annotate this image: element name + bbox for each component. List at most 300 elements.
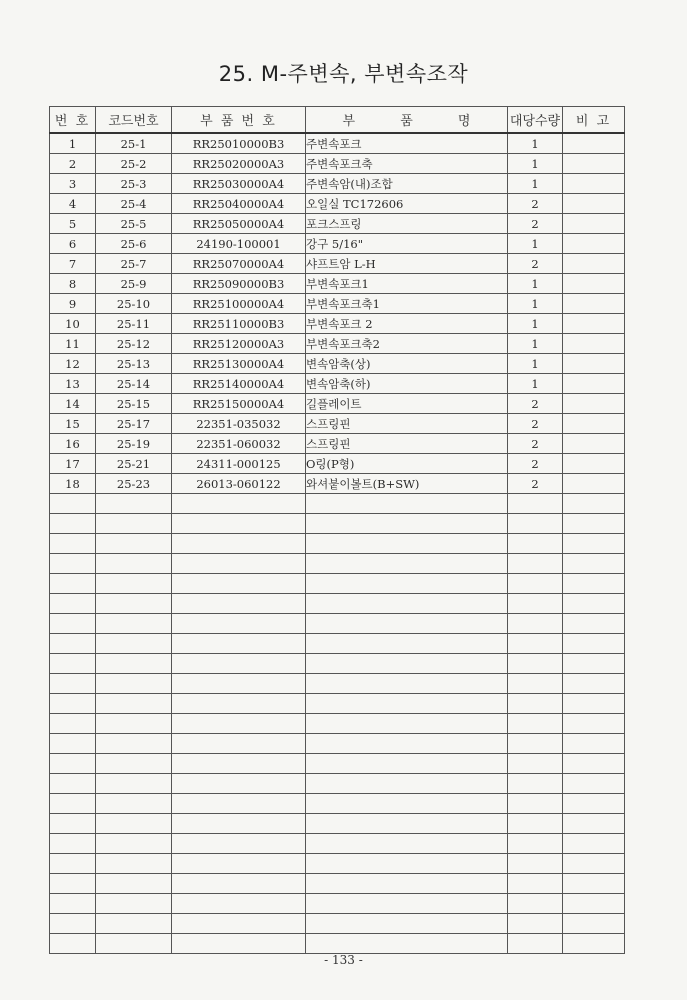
cell-code: 25-7 [96,254,172,274]
cell-part-no [172,534,306,554]
cell-remarks [563,554,625,574]
cell-remarks [563,434,625,454]
cell-qty: 1 [508,133,563,154]
cell-code: 25-5 [96,214,172,234]
cell-part-no: 24311-000125 [172,454,306,474]
parts-table [49,106,625,954]
cell-name: 샤프트암 L-H [306,254,508,274]
cell-name: 주변속포크축 [306,154,508,174]
cell-qty [508,634,563,654]
cell-code: 25-2 [96,154,172,174]
cell-no: 4 [50,194,96,214]
cell-code [96,594,172,614]
table-row [50,254,625,274]
cell-no: 3 [50,174,96,194]
cell-qty: 1 [508,234,563,254]
cell-part-no [172,854,306,874]
cell-remarks [563,133,625,154]
header-name [306,107,508,134]
blank-row [50,934,625,954]
cell-part-no [172,554,306,574]
table-row [50,474,625,494]
cell-no [50,574,96,594]
cell-qty [508,754,563,774]
cell-no [50,634,96,654]
cell-code [96,654,172,674]
cell-no [50,914,96,934]
cell-qty: 1 [508,174,563,194]
blank-row [50,734,625,754]
cell-code [96,874,172,894]
cell-no [50,714,96,734]
cell-code [96,494,172,514]
table-row [50,314,625,334]
cell-qty [508,514,563,534]
blank-row [50,534,625,554]
cell-no [50,494,96,514]
cell-code [96,894,172,914]
cell-no [50,934,96,954]
cell-qty: 2 [508,254,563,274]
cell-code [96,934,172,954]
cell-code: 25-4 [96,194,172,214]
cell-qty [508,854,563,874]
cell-remarks [563,234,625,254]
cell-part-no [172,674,306,694]
cell-qty [508,874,563,894]
cell-code: 25-14 [96,374,172,394]
cell-name [306,794,508,814]
cell-part-no [172,594,306,614]
cell-qty: 2 [508,214,563,234]
cell-part-no [172,874,306,894]
cell-name: 변속암축(하) [306,374,508,394]
cell-qty: 2 [508,414,563,434]
header-name-char-2: 품 [400,114,413,129]
cell-no: 5 [50,214,96,234]
cell-name [306,774,508,794]
blank-row [50,614,625,634]
cell-no [50,674,96,694]
cell-qty [508,654,563,674]
table-row [50,394,625,414]
cell-remarks [563,694,625,714]
cell-no: 12 [50,354,96,374]
cell-remarks [563,674,625,694]
header-qty: 대당수량 [508,107,563,134]
cell-part-no: 22351-035032 [172,414,306,434]
cell-code: 25-21 [96,454,172,474]
table-row [50,354,625,374]
blank-row [50,574,625,594]
cell-no: 6 [50,234,96,254]
cell-part-no [172,934,306,954]
cell-remarks [563,814,625,834]
cell-part-no [172,794,306,814]
cell-remarks [563,914,625,934]
cell-code [96,754,172,774]
table-row [50,274,625,294]
cell-remarks [563,474,625,494]
blank-row [50,654,625,674]
cell-remarks [563,194,625,214]
cell-name [306,494,508,514]
cell-part-no: RR25020000A3 [172,154,306,174]
cell-name [306,574,508,594]
blank-row [50,674,625,694]
cell-name: 와셔붙이볼트(B+SW) [306,474,508,494]
cell-qty: 2 [508,434,563,454]
cell-no [50,694,96,714]
cell-qty: 1 [508,354,563,374]
header-no: 번 호 [50,107,96,134]
cell-remarks [563,294,625,314]
cell-name: 스프링핀 [306,434,508,454]
cell-part-no [172,914,306,934]
cell-name [306,594,508,614]
cell-remarks [563,734,625,754]
cell-qty: 2 [508,474,563,494]
cell-code [96,714,172,734]
cell-code: 25-9 [96,274,172,294]
cell-part-no: RR25110000B3 [172,314,306,334]
cell-remarks [563,614,625,634]
cell-part-no: RR25100000A4 [172,294,306,314]
cell-part-no: RR25090000B3 [172,274,306,294]
cell-code [96,774,172,794]
cell-code [96,634,172,654]
blank-row [50,714,625,734]
cell-part-no [172,774,306,794]
cell-qty: 1 [508,154,563,174]
cell-qty: 1 [508,314,563,334]
cell-remarks [563,214,625,234]
cell-no [50,794,96,814]
cell-part-no: 26013-060122 [172,474,306,494]
cell-no [50,854,96,874]
cell-remarks [563,494,625,514]
cell-no: 15 [50,414,96,434]
cell-no [50,874,96,894]
blank-row [50,894,625,914]
cell-name [306,634,508,654]
blank-row [50,594,625,614]
table-row [50,154,625,174]
cell-no: 9 [50,294,96,314]
blank-row [50,914,625,934]
table-row [50,174,625,194]
cell-remarks [563,354,625,374]
cell-no: 17 [50,454,96,474]
cell-qty [508,674,563,694]
cell-qty [508,714,563,734]
cell-no [50,834,96,854]
cell-no: 8 [50,274,96,294]
cell-code [96,574,172,594]
cell-remarks [563,274,625,294]
cell-name [306,694,508,714]
cell-remarks [563,174,625,194]
cell-no: 1 [50,133,96,154]
blank-row [50,634,625,654]
cell-remarks [563,934,625,954]
blank-row [50,874,625,894]
cell-remarks [563,854,625,874]
cell-qty: 1 [508,294,563,314]
cell-qty [508,914,563,934]
cell-remarks [563,834,625,854]
cell-no [50,894,96,914]
cell-no: 18 [50,474,96,494]
cell-part-no: 22351-060032 [172,434,306,454]
cell-code: 25-19 [96,434,172,454]
cell-qty [508,694,563,714]
cell-name: 부변속포크축2 [306,334,508,354]
cell-name: 오일실 TC172606 [306,194,508,214]
cell-name [306,854,508,874]
cell-code [96,614,172,634]
blank-row [50,694,625,714]
cell-no [50,554,96,574]
cell-part-no [172,514,306,534]
cell-no [50,774,96,794]
cell-code [96,674,172,694]
cell-name: 강구 5/16" [306,234,508,254]
blank-row [50,814,625,834]
cell-code: 25-23 [96,474,172,494]
table-body [50,133,625,954]
blank-row [50,854,625,874]
cell-name [306,674,508,694]
table-row [50,294,625,314]
cell-name [306,654,508,674]
cell-part-no [172,754,306,774]
cell-name [306,914,508,934]
cell-code: 25-12 [96,334,172,354]
cell-remarks [563,314,625,334]
cell-qty [508,554,563,574]
cell-name: 길플레이트 [306,394,508,414]
cell-code: 25-1 [96,133,172,154]
cell-code: 25-15 [96,394,172,414]
cell-name: O링(P형) [306,454,508,474]
cell-remarks [563,654,625,674]
cell-no [50,734,96,754]
cell-qty: 2 [508,194,563,214]
cell-remarks [563,794,625,814]
cell-name: 스프링핀 [306,414,508,434]
cell-code [96,554,172,574]
cell-part-no [172,634,306,654]
cell-no [50,754,96,774]
cell-part-no [172,834,306,854]
cell-remarks [563,634,625,654]
cell-code [96,734,172,754]
cell-qty [508,594,563,614]
cell-part-no [172,814,306,834]
table-row [50,374,625,394]
cell-remarks [563,594,625,614]
cell-remarks [563,374,625,394]
cell-name [306,734,508,754]
cell-qty [508,834,563,854]
cell-qty [508,814,563,834]
cell-name [306,834,508,854]
cell-name [306,814,508,834]
cell-part-no: RR25130000A4 [172,354,306,374]
cell-qty [508,614,563,634]
cell-no [50,534,96,554]
cell-remarks [563,574,625,594]
cell-remarks [563,394,625,414]
table-row [50,214,625,234]
cell-part-no: RR25010000B3 [172,133,306,154]
cell-name [306,714,508,734]
blank-row [50,514,625,534]
cell-qty [508,794,563,814]
cell-name: 주변속암(내)조합 [306,174,508,194]
header-name-char-3: 명 [457,114,471,129]
cell-remarks [563,774,625,794]
cell-remarks [563,334,625,354]
cell-no: 10 [50,314,96,334]
cell-code [96,854,172,874]
cell-remarks [563,514,625,534]
cell-remarks [563,894,625,914]
header-name-char-1: 부 [342,114,356,129]
cell-part-no: RR25050000A4 [172,214,306,234]
table-row [50,434,625,454]
cell-name [306,514,508,534]
cell-no [50,514,96,534]
cell-code [96,794,172,814]
blank-row [50,794,625,814]
cell-name [306,534,508,554]
cell-code [96,514,172,534]
cell-qty: 1 [508,374,563,394]
cell-qty: 1 [508,334,563,354]
cell-code: 25-10 [96,294,172,314]
header-remarks: 비 고 [563,107,625,134]
cell-qty: 2 [508,454,563,474]
cell-remarks [563,454,625,474]
cell-qty [508,494,563,514]
cell-part-no: 24190-100001 [172,234,306,254]
cell-no [50,614,96,634]
header-code: 코드번호 [96,107,172,134]
cell-code: 25-13 [96,354,172,374]
cell-remarks [563,874,625,894]
cell-qty [508,534,563,554]
cell-qty [508,574,563,594]
cell-no: 14 [50,394,96,414]
table-row [50,133,625,154]
cell-qty: 1 [508,274,563,294]
cell-no: 7 [50,254,96,274]
cell-no: 16 [50,434,96,454]
blank-row [50,754,625,774]
cell-part-no [172,694,306,714]
cell-code: 25-3 [96,174,172,194]
cell-part-no: RR25120000A3 [172,334,306,354]
cell-code [96,694,172,714]
table-header-row [50,107,625,134]
cell-part-no [172,654,306,674]
cell-name: 부변속포크 2 [306,314,508,334]
header-part-no: 부 품 번 호 [172,107,306,134]
table-row [50,194,625,214]
cell-name: 포크스프링 [306,214,508,234]
cell-qty [508,734,563,754]
cell-no: 2 [50,154,96,174]
cell-part-no: RR25140000A4 [172,374,306,394]
cell-part-no: RR25040000A4 [172,194,306,214]
table-row [50,234,625,254]
cell-name [306,894,508,914]
cell-qty [508,894,563,914]
cell-no [50,814,96,834]
blank-row [50,834,625,854]
blank-row [50,554,625,574]
cell-no: 13 [50,374,96,394]
cell-part-no [172,894,306,914]
cell-code: 25-17 [96,414,172,434]
cell-qty [508,774,563,794]
blank-row [50,494,625,514]
table-row [50,414,625,434]
page-title: 25. M-주변속, 부변속조작 [218,62,469,86]
cell-name [306,874,508,894]
cell-no [50,594,96,614]
cell-part-no: RR25150000A4 [172,394,306,414]
cell-name [306,934,508,954]
cell-part-no [172,574,306,594]
cell-remarks [563,754,625,774]
cell-name: 부변속포크축1 [306,294,508,314]
cell-code: 25-11 [96,314,172,334]
page-number: - 133 - [324,953,363,967]
cell-remarks [563,154,625,174]
cell-name: 주변속포크 [306,133,508,154]
cell-remarks [563,414,625,434]
table-row [50,334,625,354]
cell-no: 11 [50,334,96,354]
cell-qty: 2 [508,394,563,414]
cell-part-no: RR25030000A4 [172,174,306,194]
cell-code: 25-6 [96,234,172,254]
cell-name [306,614,508,634]
cell-qty [508,934,563,954]
cell-code [96,814,172,834]
cell-code [96,834,172,854]
cell-name: 부변속포크1 [306,274,508,294]
table-row [50,454,625,474]
cell-name [306,554,508,574]
cell-name: 변속암축(상) [306,354,508,374]
cell-part-no [172,734,306,754]
cell-part-no [172,714,306,734]
cell-part-no [172,494,306,514]
cell-code [96,914,172,934]
cell-name [306,754,508,774]
blank-row [50,774,625,794]
cell-remarks [563,714,625,734]
cell-remarks [563,534,625,554]
cell-part-no [172,614,306,634]
cell-code [96,534,172,554]
cell-remarks [563,254,625,274]
cell-part-no: RR25070000A4 [172,254,306,274]
